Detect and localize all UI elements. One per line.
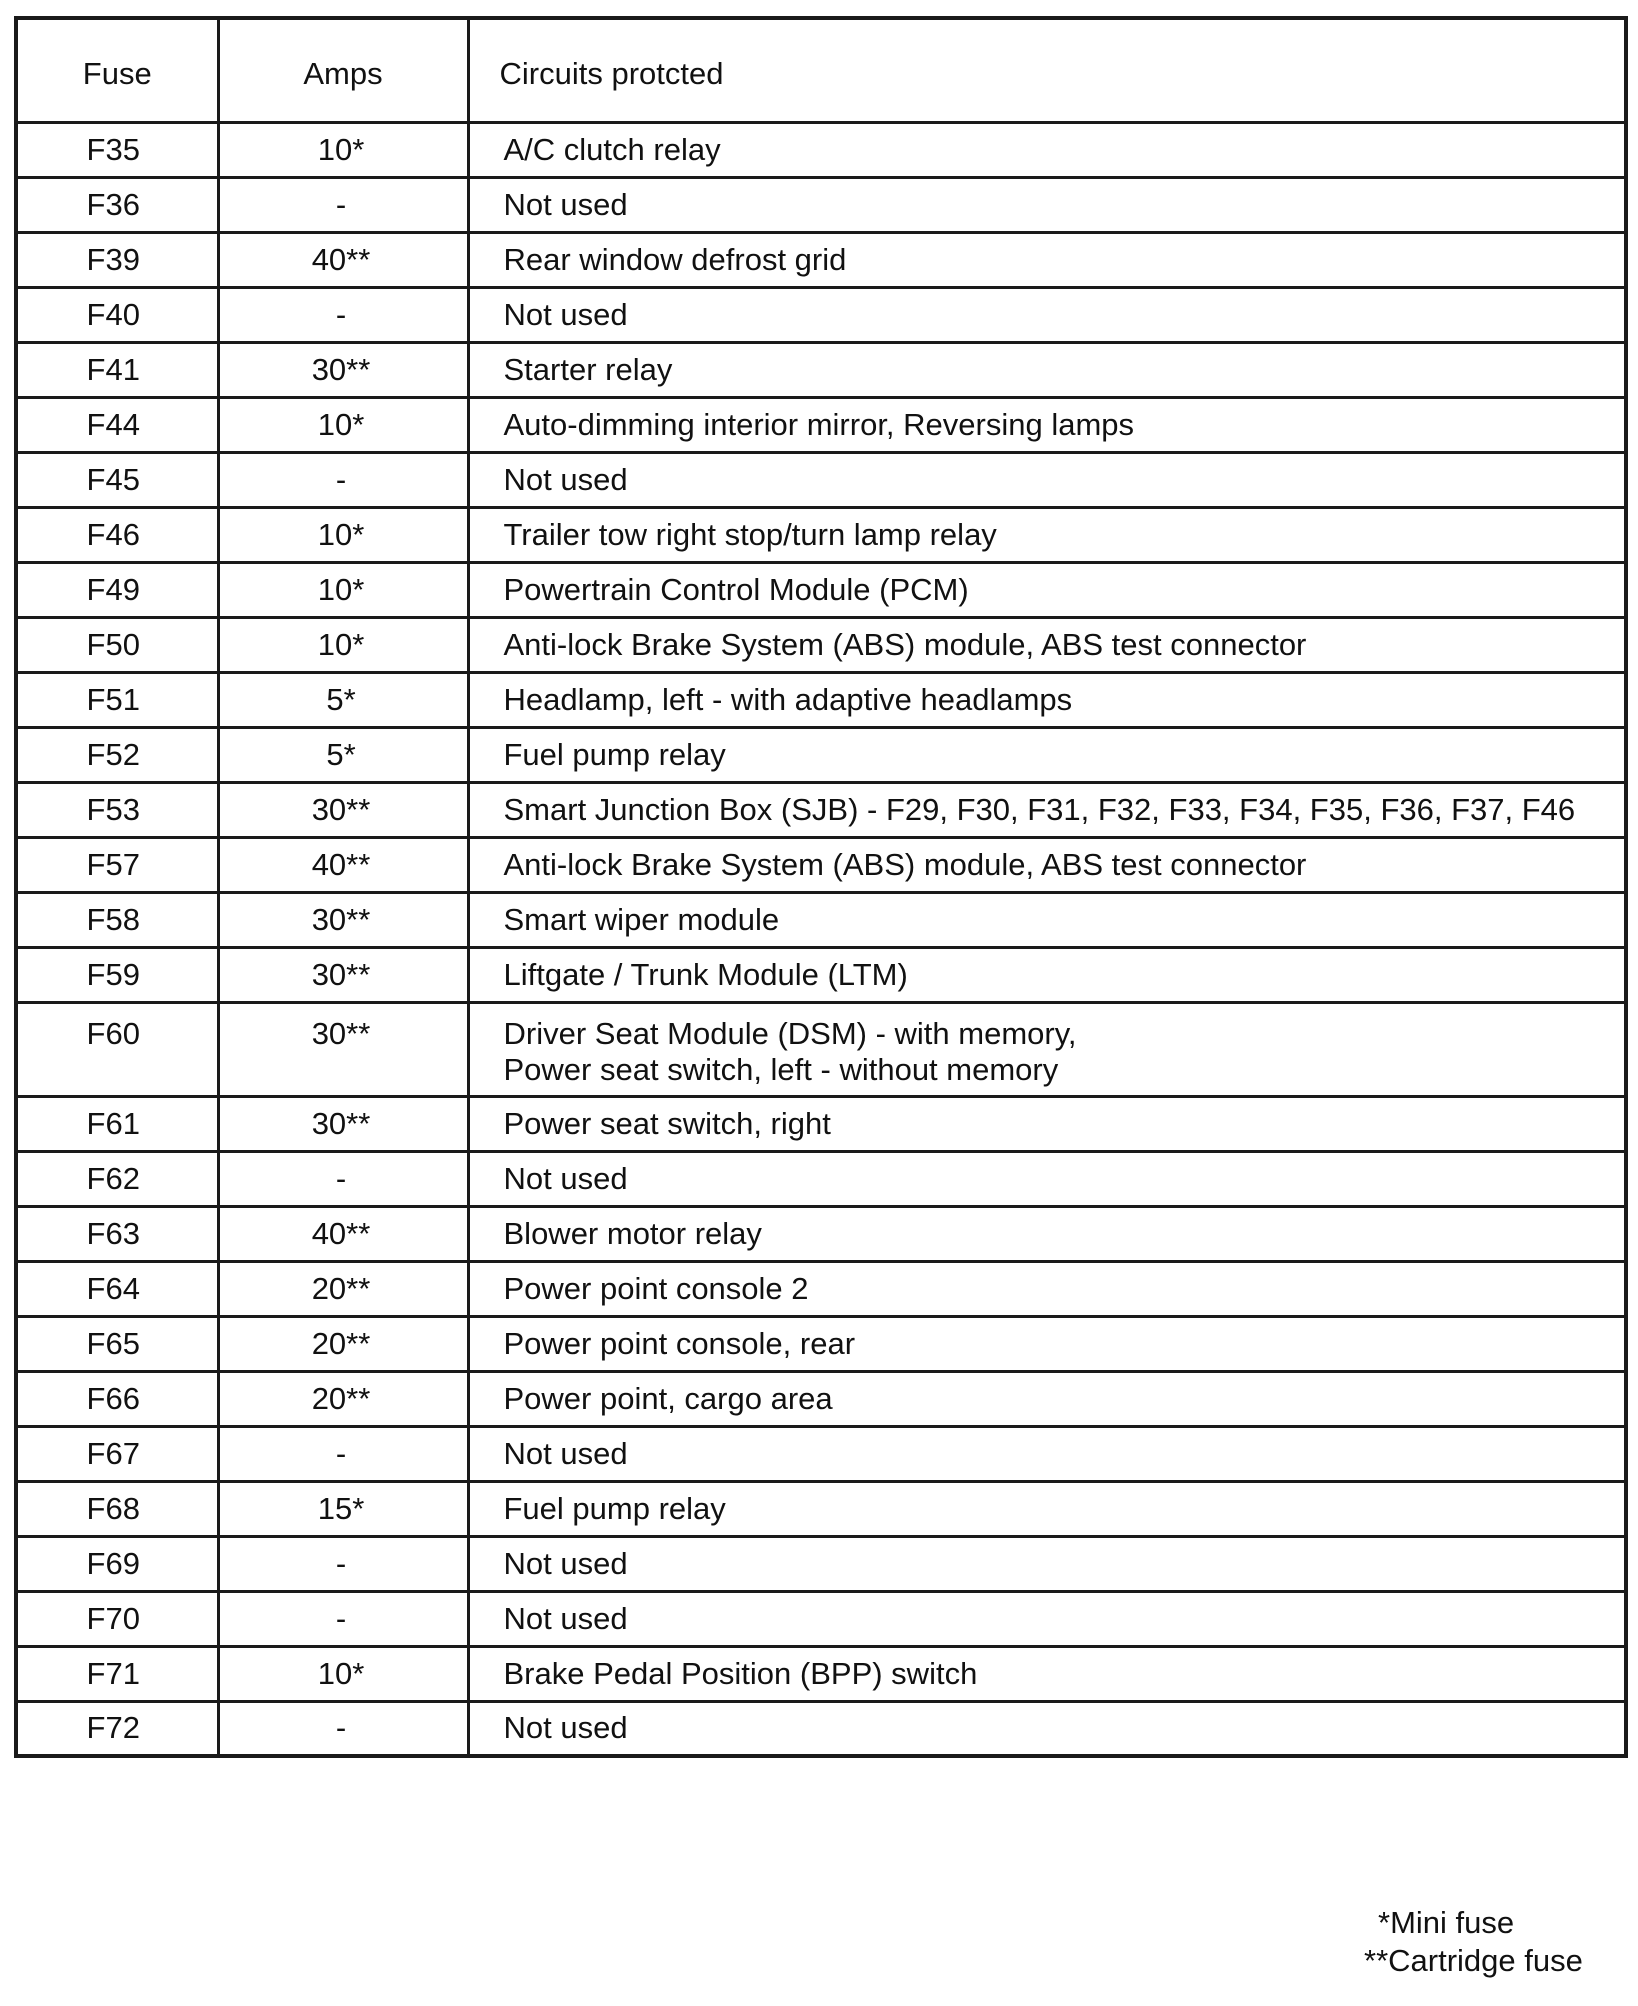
circuit-text: A/C clutch relay [503,131,721,167]
fuse-amps-cell: 20** [218,1316,468,1371]
fuse-id-cell: F70 [16,1591,218,1646]
table-body [16,122,1626,1756]
fuse-id-cell: F50 [16,617,218,672]
fuse-id-cell: F66 [16,1371,218,1426]
fuse-amps-cell: 10* [218,507,468,562]
fuse-amps-cell: 5* [218,727,468,782]
circuit-text: Power seat switch, right [503,1105,831,1141]
fuse-id-cell: F62 [16,1151,218,1206]
table-row [16,1371,1626,1426]
table-row [16,1646,1626,1701]
fuse-amps-cell: - [218,287,468,342]
fuse-id-cell: F44 [16,397,218,452]
fuse-id-cell: F36 [16,177,218,232]
fuse-id-cell: F35 [16,122,218,177]
fuse-amps-cell: 40** [218,837,468,892]
header-circuits: Circuits protcted [468,18,1626,122]
fuse-circuits-cell [468,562,1626,617]
table-row [16,452,1626,507]
circuit-text: Fuel pump relay [503,1490,726,1526]
fuse-id-cell: F53 [16,782,218,837]
table-row [16,1096,1626,1151]
fuse-circuits-cell [468,1371,1626,1426]
fuse-id-cell: F58 [16,892,218,947]
fuse-circuits-cell [468,1646,1626,1701]
fuse-amps-cell: 10* [218,562,468,617]
fuse-circuits-cell [468,122,1626,177]
circuit-text: Power seat switch, left - without memory [503,1051,1059,1087]
table-row [16,122,1626,177]
table-row [16,1002,1626,1096]
fuse-circuits-cell [468,1426,1626,1481]
table-row [16,782,1626,837]
fuse-id-cell: F59 [16,947,218,1002]
circuit-text: Not used [503,1160,628,1196]
table-row [16,837,1626,892]
fuse-id-cell: F69 [16,1536,218,1591]
fuse-id-cell: F64 [16,1261,218,1316]
fuse-amps-cell: - [218,1536,468,1591]
fuse-circuits-cell [468,507,1626,562]
fuse-circuits-cell [468,892,1626,947]
fuse-id-cell: F46 [16,507,218,562]
fuse-id-cell: F71 [16,1646,218,1701]
circuit-text: Rear window defrost grid [503,241,847,277]
circuit-text: Brake Pedal Position (BPP) switch [503,1655,978,1691]
fuse-id-cell: F40 [16,287,218,342]
circuit-text: Not used [503,1545,628,1581]
table-row [16,232,1626,287]
table-row [16,892,1626,947]
fuse-amps-cell: 30** [218,947,468,1002]
fuse-amps-cell: 30** [218,892,468,947]
fuse-circuits-cell [468,727,1626,782]
table-row [16,672,1626,727]
table-row [16,1481,1626,1536]
table-row [16,177,1626,232]
circuit-text: Not used [503,1710,628,1746]
fuse-circuits-cell [468,1261,1626,1316]
fuse-circuits-cell [468,232,1626,287]
fuse-amps-cell: 30** [218,782,468,837]
fuse-circuits-cell [468,452,1626,507]
fuse-amps-cell: 30** [218,342,468,397]
table-row [16,1316,1626,1371]
circuit-text: Anti-lock Brake System (ABS) module, ABS test connector [503,846,1307,882]
fuse-amps-cell: 30** [218,1002,468,1096]
circuit-text: Headlamp, left - with adaptive headlamps [503,681,1073,717]
circuit-text: Liftgate / Trunk Module (LTM) [503,956,908,992]
fuse-circuits-cell [468,947,1626,1002]
legend-mini-fuse: *Mini fuse [1378,1905,1515,1940]
fuse-circuits-cell [468,342,1626,397]
circuit-text: Power point console, rear [503,1325,856,1361]
fuse-amps-cell: 5* [218,672,468,727]
table-row [16,287,1626,342]
fuse-circuits-cell [468,1206,1626,1261]
fuse-circuits-cell [468,1701,1626,1756]
fuse-amps-cell: 30** [218,1096,468,1151]
fuse-amps-cell: - [218,177,468,232]
fuse-amps-cell: 10* [218,1646,468,1701]
legend-cartridge-fuse: **Cartridge fuse [1364,1943,1583,1978]
fuse-circuits-cell [468,1096,1626,1151]
fuse-amps-cell: - [218,1591,468,1646]
table-row [16,562,1626,617]
fuse-id-cell: F57 [16,837,218,892]
fuse-circuits-cell [468,287,1626,342]
fuse-circuits-cell [468,672,1626,727]
fuse-id-cell: F60 [16,1002,218,1096]
fuse-id-cell: F68 [16,1481,218,1536]
fuse-table [14,16,1628,1758]
circuit-text: Not used [503,1600,628,1636]
circuit-text: Power point console 2 [503,1270,809,1306]
circuit-text: Trailer tow right stop/turn lamp relay [503,516,997,552]
circuit-text: Smart Junction Box (SJB) - F29, F30, F31, F32, F33, F34, F35, F36, F37, F46 [503,791,1576,827]
circuit-text: Anti-lock Brake System (ABS) module, ABS test connector [503,626,1307,662]
circuit-text: Driver Seat Module (DSM) - with memory, [503,1015,1077,1051]
fuse-circuits-cell [468,1002,1626,1096]
fuse-id-cell: F41 [16,342,218,397]
fuse-circuits-cell [468,1536,1626,1591]
table-row [16,1261,1626,1316]
circuit-text: Starter relay [503,351,673,387]
table-row [16,1701,1626,1756]
fuse-id-cell: F51 [16,672,218,727]
fuse-id-cell: F45 [16,452,218,507]
fuse-circuits-cell [468,397,1626,452]
circuit-text: Not used [503,296,628,332]
circuit-text: Auto-dimming interior mirror, Reversing lamps [503,406,1135,442]
fuse-id-cell: F72 [16,1701,218,1756]
circuit-text: Smart wiper module [503,901,780,937]
fuse-circuits-cell [468,1481,1626,1536]
fuse-amps-cell: 20** [218,1261,468,1316]
circuit-text: Blower motor relay [503,1215,762,1251]
circuit-text: Not used [503,461,628,497]
fuse-legend [1364,1904,1583,1980]
fuse-amps-cell: 10* [218,122,468,177]
table-row [16,1591,1626,1646]
table-row [16,507,1626,562]
fuse-circuits-cell [468,177,1626,232]
table-row [16,1536,1626,1591]
fuse-id-cell: F61 [16,1096,218,1151]
fuse-amps-cell: 40** [218,1206,468,1261]
table-header-row [16,18,1626,122]
fuse-circuits-cell [468,782,1626,837]
fuse-id-cell: F65 [16,1316,218,1371]
table-row [16,1206,1626,1261]
circuit-text: Not used [503,186,628,222]
fuse-amps-cell: 10* [218,617,468,672]
fuse-circuits-cell [468,1316,1626,1371]
circuit-text: Power point, cargo area [503,1380,833,1416]
table-row [16,727,1626,782]
fuse-amps-cell: - [218,1426,468,1481]
fuse-circuits-cell [468,1591,1626,1646]
table-row [16,947,1626,1002]
table-row [16,1426,1626,1481]
header-amps: Amps [218,18,468,122]
table-row [16,342,1626,397]
table-row [16,1151,1626,1206]
fuse-id-cell: F63 [16,1206,218,1261]
circuit-text: Powertrain Control Module (PCM) [503,571,969,607]
fuse-amps-cell: 40** [218,232,468,287]
fuse-circuits-cell [468,837,1626,892]
fuse-amps-cell: 20** [218,1371,468,1426]
fuse-circuits-cell [468,617,1626,672]
circuit-text: Not used [503,1435,628,1471]
fuse-amps-cell: - [218,452,468,507]
fuse-amps-cell: - [218,1151,468,1206]
fuse-circuits-cell [468,1151,1626,1206]
fuse-amps-cell: - [218,1701,468,1756]
circuit-text: Fuel pump relay [503,736,726,772]
table-row [16,397,1626,452]
fuse-id-cell: F39 [16,232,218,287]
fuse-amps-cell: 15* [218,1481,468,1536]
header-fuse: Fuse [16,18,218,122]
table-row [16,617,1626,672]
fuse-id-cell: F52 [16,727,218,782]
fuse-amps-cell: 10* [218,397,468,452]
fuse-id-cell: F67 [16,1426,218,1481]
fuse-id-cell: F49 [16,562,218,617]
